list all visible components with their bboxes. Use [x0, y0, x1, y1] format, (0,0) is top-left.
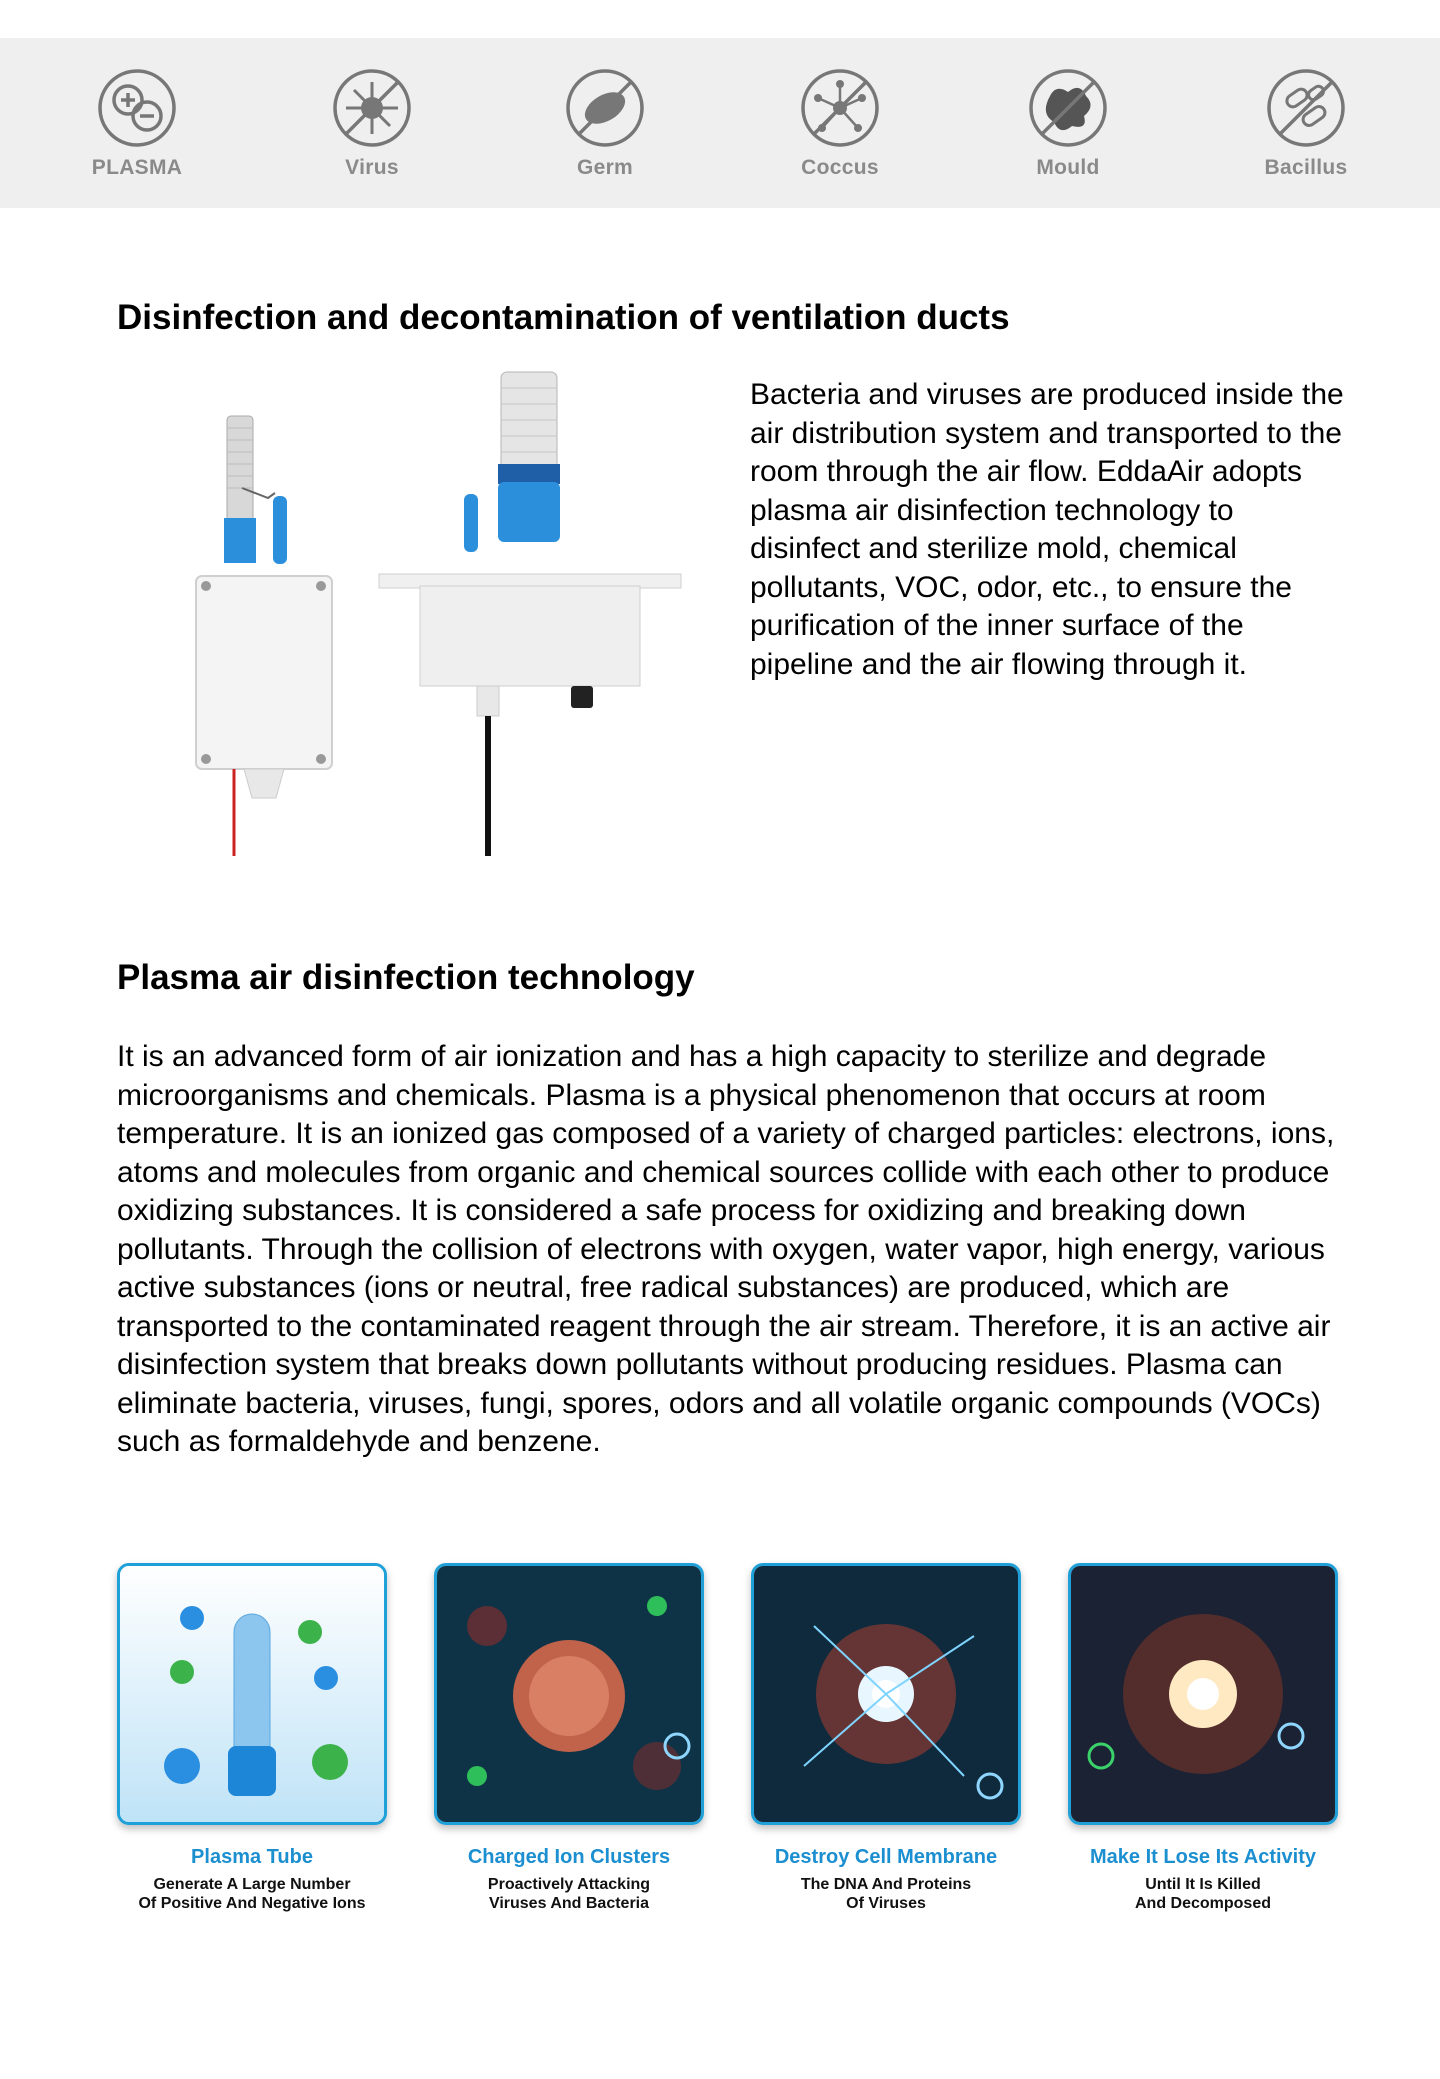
step-caption-ion-clusters	[409, 1846, 729, 1913]
icon-cell-mould	[988, 66, 1148, 186]
icon-label-bacillus: Bacillus	[1264, 156, 1348, 179]
step-title: Charged Ion Clusters	[467, 1846, 671, 1868]
step-title: Plasma Tube	[191, 1846, 313, 1868]
icon-cell-plasma	[57, 66, 217, 186]
step-desc-line2: Of Viruses	[846, 1895, 926, 1912]
bacillus-icon	[1264, 66, 1348, 150]
plasma-icon	[95, 66, 179, 150]
step-card-plasma-tube	[117, 1563, 387, 1825]
step-desc-line1: Generate A Large Number	[153, 1876, 351, 1893]
step-card-cell-membrane	[751, 1563, 1021, 1825]
plasma-device-illustration	[180, 368, 700, 868]
step-title: Make It Lose Its Activity	[1090, 1846, 1316, 1868]
step-title: Destroy Cell Membrane	[774, 1846, 998, 1868]
section2-heading: Plasma air disinfection technology	[117, 958, 695, 997]
lose-activity-illustration	[1071, 1566, 1335, 1822]
step-desc-line1: Until It Is Killed	[1145, 1876, 1261, 1893]
step-desc-line1: The DNA And Proteins	[800, 1876, 972, 1893]
step-caption-lose-activity	[1043, 1846, 1363, 1913]
section2-body: It is an advanced form of air ionization and has a high capacity to sterilize and degrade microorganisms and chemicals. Plasma is a physical phenomenon that occurs at room temperature. It is an ionized gas composed of a variety of charged particles: electrons, ions, atoms and molecules from organic and chemical sources collide with each other to produce oxidizing substances. It is considered a safe process for oxidizing and breaking down pollutants. Through the collision of electrons with oxygen, water vapor, high energy, various active substances (ions or neutral, free radical substances) are produced, which are transported to the contaminated reagent through the air stream. Therefore, it is an active air disinfection system that breaks down pollutants without producing residues. Plasma can eliminate bacteria, viruses, fungi, spores, odors and all volatile organic compounds (VOCs) such as formaldehyde and benzene.	[117, 1040, 1335, 1458]
icon-cell-germ	[525, 66, 685, 186]
step-desc-line2: Viruses And Bacteria	[488, 1895, 650, 1912]
section1-body: Bacteria and viruses are produced inside the air distribution system and transported to the room through the air flow. EddaAir adopts plasma air disinfection technology to disinfect and sterilize mold, chemical pollutants, VOC, odor, etc., to ensure the purification of the inner surface of the pipeline and the air flowing through it.	[750, 378, 1344, 681]
icon-cell-coccus	[760, 66, 920, 186]
mould-icon	[1026, 66, 1110, 150]
pathogen-icon-bar	[0, 38, 1440, 208]
section1-heading: Disinfection and decontamination of ventilation ducts	[117, 298, 1010, 337]
virus-icon	[330, 66, 414, 150]
icon-cell-bacillus	[1226, 66, 1386, 186]
icon-cell-virus	[292, 66, 452, 186]
icon-label-mould: Mould	[1036, 156, 1100, 179]
step-caption-cell-membrane	[726, 1846, 1046, 1913]
step-desc-line1: Proactively Attacking	[487, 1876, 651, 1893]
step-desc-line2: Of Positive And Negative Ions	[138, 1895, 366, 1912]
icon-label-plasma: PLASMA	[91, 156, 183, 179]
cell-membrane-illustration	[754, 1566, 1018, 1822]
icon-label-coccus: Coccus	[801, 156, 879, 179]
step-caption-plasma-tube	[92, 1846, 412, 1913]
icon-label-germ: Germ	[576, 156, 634, 179]
plasma-tube-illustration	[120, 1566, 384, 1822]
coccus-icon	[798, 66, 882, 150]
germ-icon	[563, 66, 647, 150]
step-desc-line2: And Decomposed	[1134, 1895, 1271, 1912]
step-card-lose-activity	[1068, 1563, 1338, 1825]
step-card-ion-clusters	[434, 1563, 704, 1825]
ion-clusters-illustration	[437, 1566, 701, 1822]
icon-label-virus: Virus	[345, 156, 399, 179]
